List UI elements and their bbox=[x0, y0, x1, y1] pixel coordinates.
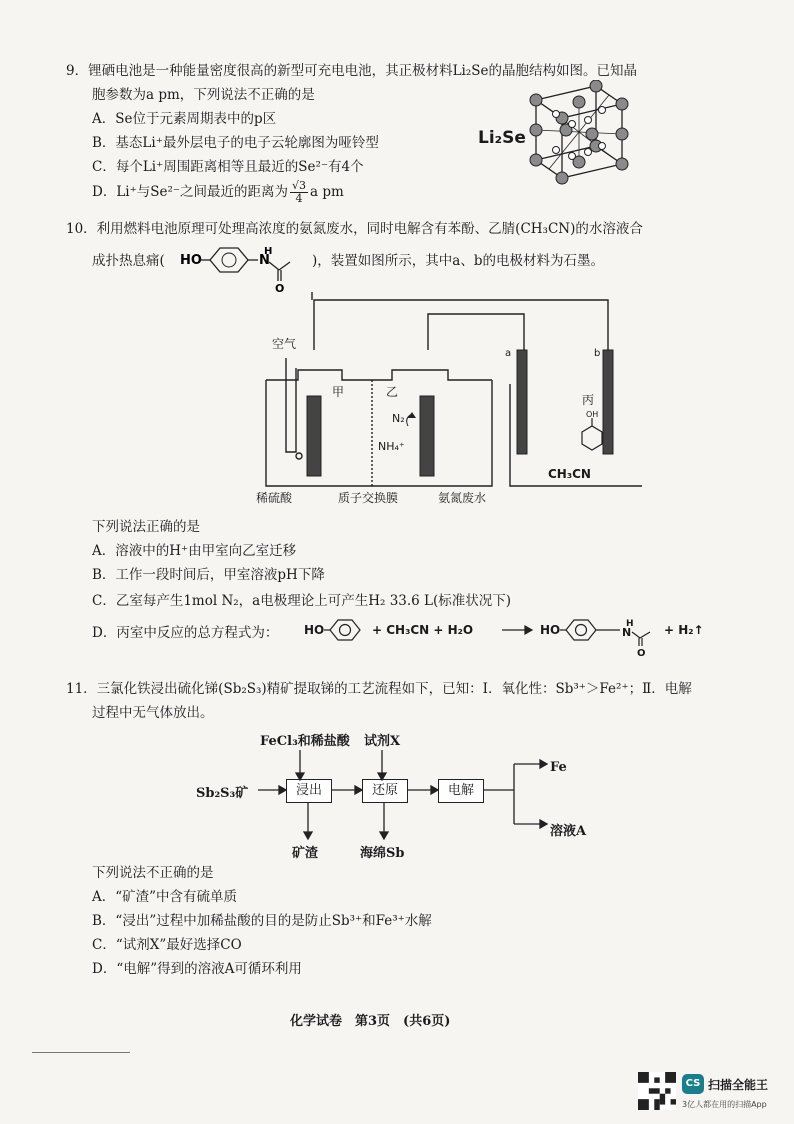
crystal-label: Li₂Se bbox=[478, 128, 526, 148]
electrode-b bbox=[603, 350, 613, 454]
q11-prompt: 下列说法不正确的是 bbox=[92, 865, 214, 881]
air-label: 空气 bbox=[272, 337, 297, 351]
q11-stem-line1: 11．三氯化铁浸出硫化锑(Sb₂S₃)精矿提取锑的工艺流程如下，已知：Ⅰ．氧化性：Sb³⁺＞Fe²⁺；Ⅱ．电解 bbox=[66, 681, 692, 697]
eq-ho-label-2: HO bbox=[540, 623, 561, 637]
eq-ho-label: HO bbox=[304, 623, 325, 637]
flow-step-leach: 浸出 bbox=[286, 779, 332, 803]
h-label: H bbox=[264, 246, 273, 257]
flow-reagent-2: 试剂X bbox=[364, 734, 401, 749]
crystal-cell-diagram bbox=[522, 80, 630, 192]
electrode-yi bbox=[420, 396, 434, 476]
oh-label: OH bbox=[586, 410, 599, 419]
n2-label: N₂ bbox=[392, 412, 405, 425]
page-footer: 化学试卷 第3页 (共6页) bbox=[290, 1014, 451, 1029]
flow-sponge-sb: 海绵Sb bbox=[360, 846, 405, 861]
eq-n-label: N bbox=[622, 626, 632, 639]
footer-rule bbox=[32, 1052, 130, 1053]
fraction-denominator: 4 bbox=[295, 192, 303, 205]
ch3cn-label: CH₃CN bbox=[548, 467, 591, 481]
q9-option-c: C．每个Li⁺周围距离相等且最近的Se²⁻有4个 bbox=[92, 159, 364, 175]
q9-option-d-fraction bbox=[290, 180, 308, 205]
n-label: N bbox=[259, 253, 270, 268]
dilute-acid-label: 稀硫酸 bbox=[256, 491, 293, 505]
q10-prompt: 下列说法正确的是 bbox=[92, 519, 200, 535]
q9-option-d bbox=[92, 178, 344, 206]
qr-code-icon bbox=[638, 1072, 676, 1110]
paracetamol-structure bbox=[172, 238, 312, 294]
scanner-app-name: 扫描全能王 bbox=[708, 1078, 769, 1092]
q9-stem-line1: 9．锂硒电池是一种能量密度很高的新型可充电电池，其正极材料Li₂Se的晶胞结构如图。已知晶 bbox=[66, 63, 638, 79]
eq-reactants: + CH₃CN + H₂O bbox=[372, 623, 474, 637]
q10-stem-line2-post: )，装置如图所示，其中a、b的电极材料为石墨。 bbox=[312, 253, 604, 269]
electrode-a bbox=[517, 350, 527, 454]
fraction-numerator: √3 bbox=[292, 179, 307, 192]
q11-option-a: A．“矿渣”中含有硫单质 bbox=[92, 889, 238, 905]
q10-stem-line1: 10．利用燃料电池原理可处理高浓度的氨氮废水，同时电解含有苯酚、乙腈(CH₃CN)的水溶液合 bbox=[66, 221, 643, 237]
q10-option-c: C．乙室每产生1mol N₂，a电极理论上可产生H₂ 33.6 L(标准状况下) bbox=[92, 593, 512, 609]
chamber-bing-label: 丙 bbox=[582, 393, 595, 407]
fuel-cell-electrolysis-diagram bbox=[252, 292, 642, 514]
ho-label: HO bbox=[180, 253, 202, 268]
q9-stem-line2: 胞参数为a pm，下列说法不正确的是 bbox=[92, 87, 315, 103]
flow-residue: 矿渣 bbox=[292, 846, 319, 861]
flow-step-electrolysis: 电解 bbox=[438, 779, 484, 803]
eq-o-label: O bbox=[637, 648, 646, 658]
eq-products: + H₂↑ bbox=[664, 623, 704, 637]
electrode-b-label: b bbox=[594, 348, 601, 359]
q11-option-b: B．“浸出”过程中加稀盐酸的目的是防止Sb³⁺和Fe³⁺水解 bbox=[92, 913, 432, 929]
chamber-jia-label: 甲 bbox=[332, 385, 345, 399]
flow-arrows bbox=[240, 740, 560, 850]
q10-option-d-equation bbox=[304, 610, 724, 658]
flow-output-solution: 溶液A bbox=[550, 824, 587, 839]
q9-option-d-unit: a pm bbox=[310, 184, 344, 200]
flow-reagent-1: FeCl₃和稀盐酸 bbox=[260, 734, 350, 749]
q10-option-a: A．溶液中的H⁺由甲室向乙室迁移 bbox=[92, 543, 297, 559]
membrane-label: 质子交换膜 bbox=[338, 491, 399, 505]
q9-option-b: B．基态Li⁺最外层电子的电子云轮廓图为哑铃型 bbox=[92, 135, 379, 151]
nh4-label: NH₄⁺ bbox=[378, 440, 405, 453]
flow-step-reduce: 还原 bbox=[362, 779, 408, 803]
q11-stem-line2: 过程中无气体放出。 bbox=[92, 705, 214, 721]
q11-option-d: D．“电解”得到的溶液A可循环利用 bbox=[92, 961, 302, 977]
q10-option-b: B．工作一段时间后，甲室溶液pH下降 bbox=[92, 567, 325, 583]
eq-h-label: H bbox=[626, 619, 634, 629]
q10-stem-line2-pre: 成扑热息痛( bbox=[92, 253, 165, 269]
flow-output-fe: Fe bbox=[550, 760, 567, 775]
q10-stem-line2 bbox=[92, 252, 165, 270]
scanner-tagline: 3亿人都在用的扫描App bbox=[682, 1100, 767, 1109]
q10-option-d: D．丙室中反应的总方程式为： bbox=[92, 625, 279, 641]
q9-option-d-text: D．Li⁺与Se²⁻之间最近的距离为 bbox=[92, 184, 289, 200]
chamber-yi-label: 乙 bbox=[386, 385, 399, 399]
q11-option-c: C．“试剂X”最好选择CO bbox=[92, 937, 242, 953]
scanner-logo: CS bbox=[682, 1074, 704, 1094]
flow-ore: Sb₂S₃矿 bbox=[196, 786, 249, 801]
electrode-a-label: a bbox=[505, 348, 512, 359]
waste-water-label: 氨氮废水 bbox=[438, 491, 487, 505]
o-label: O bbox=[275, 282, 285, 294]
electrode-jia bbox=[307, 396, 321, 476]
q9-option-a: A．Se位于元素周期表中的p区 bbox=[92, 111, 277, 127]
